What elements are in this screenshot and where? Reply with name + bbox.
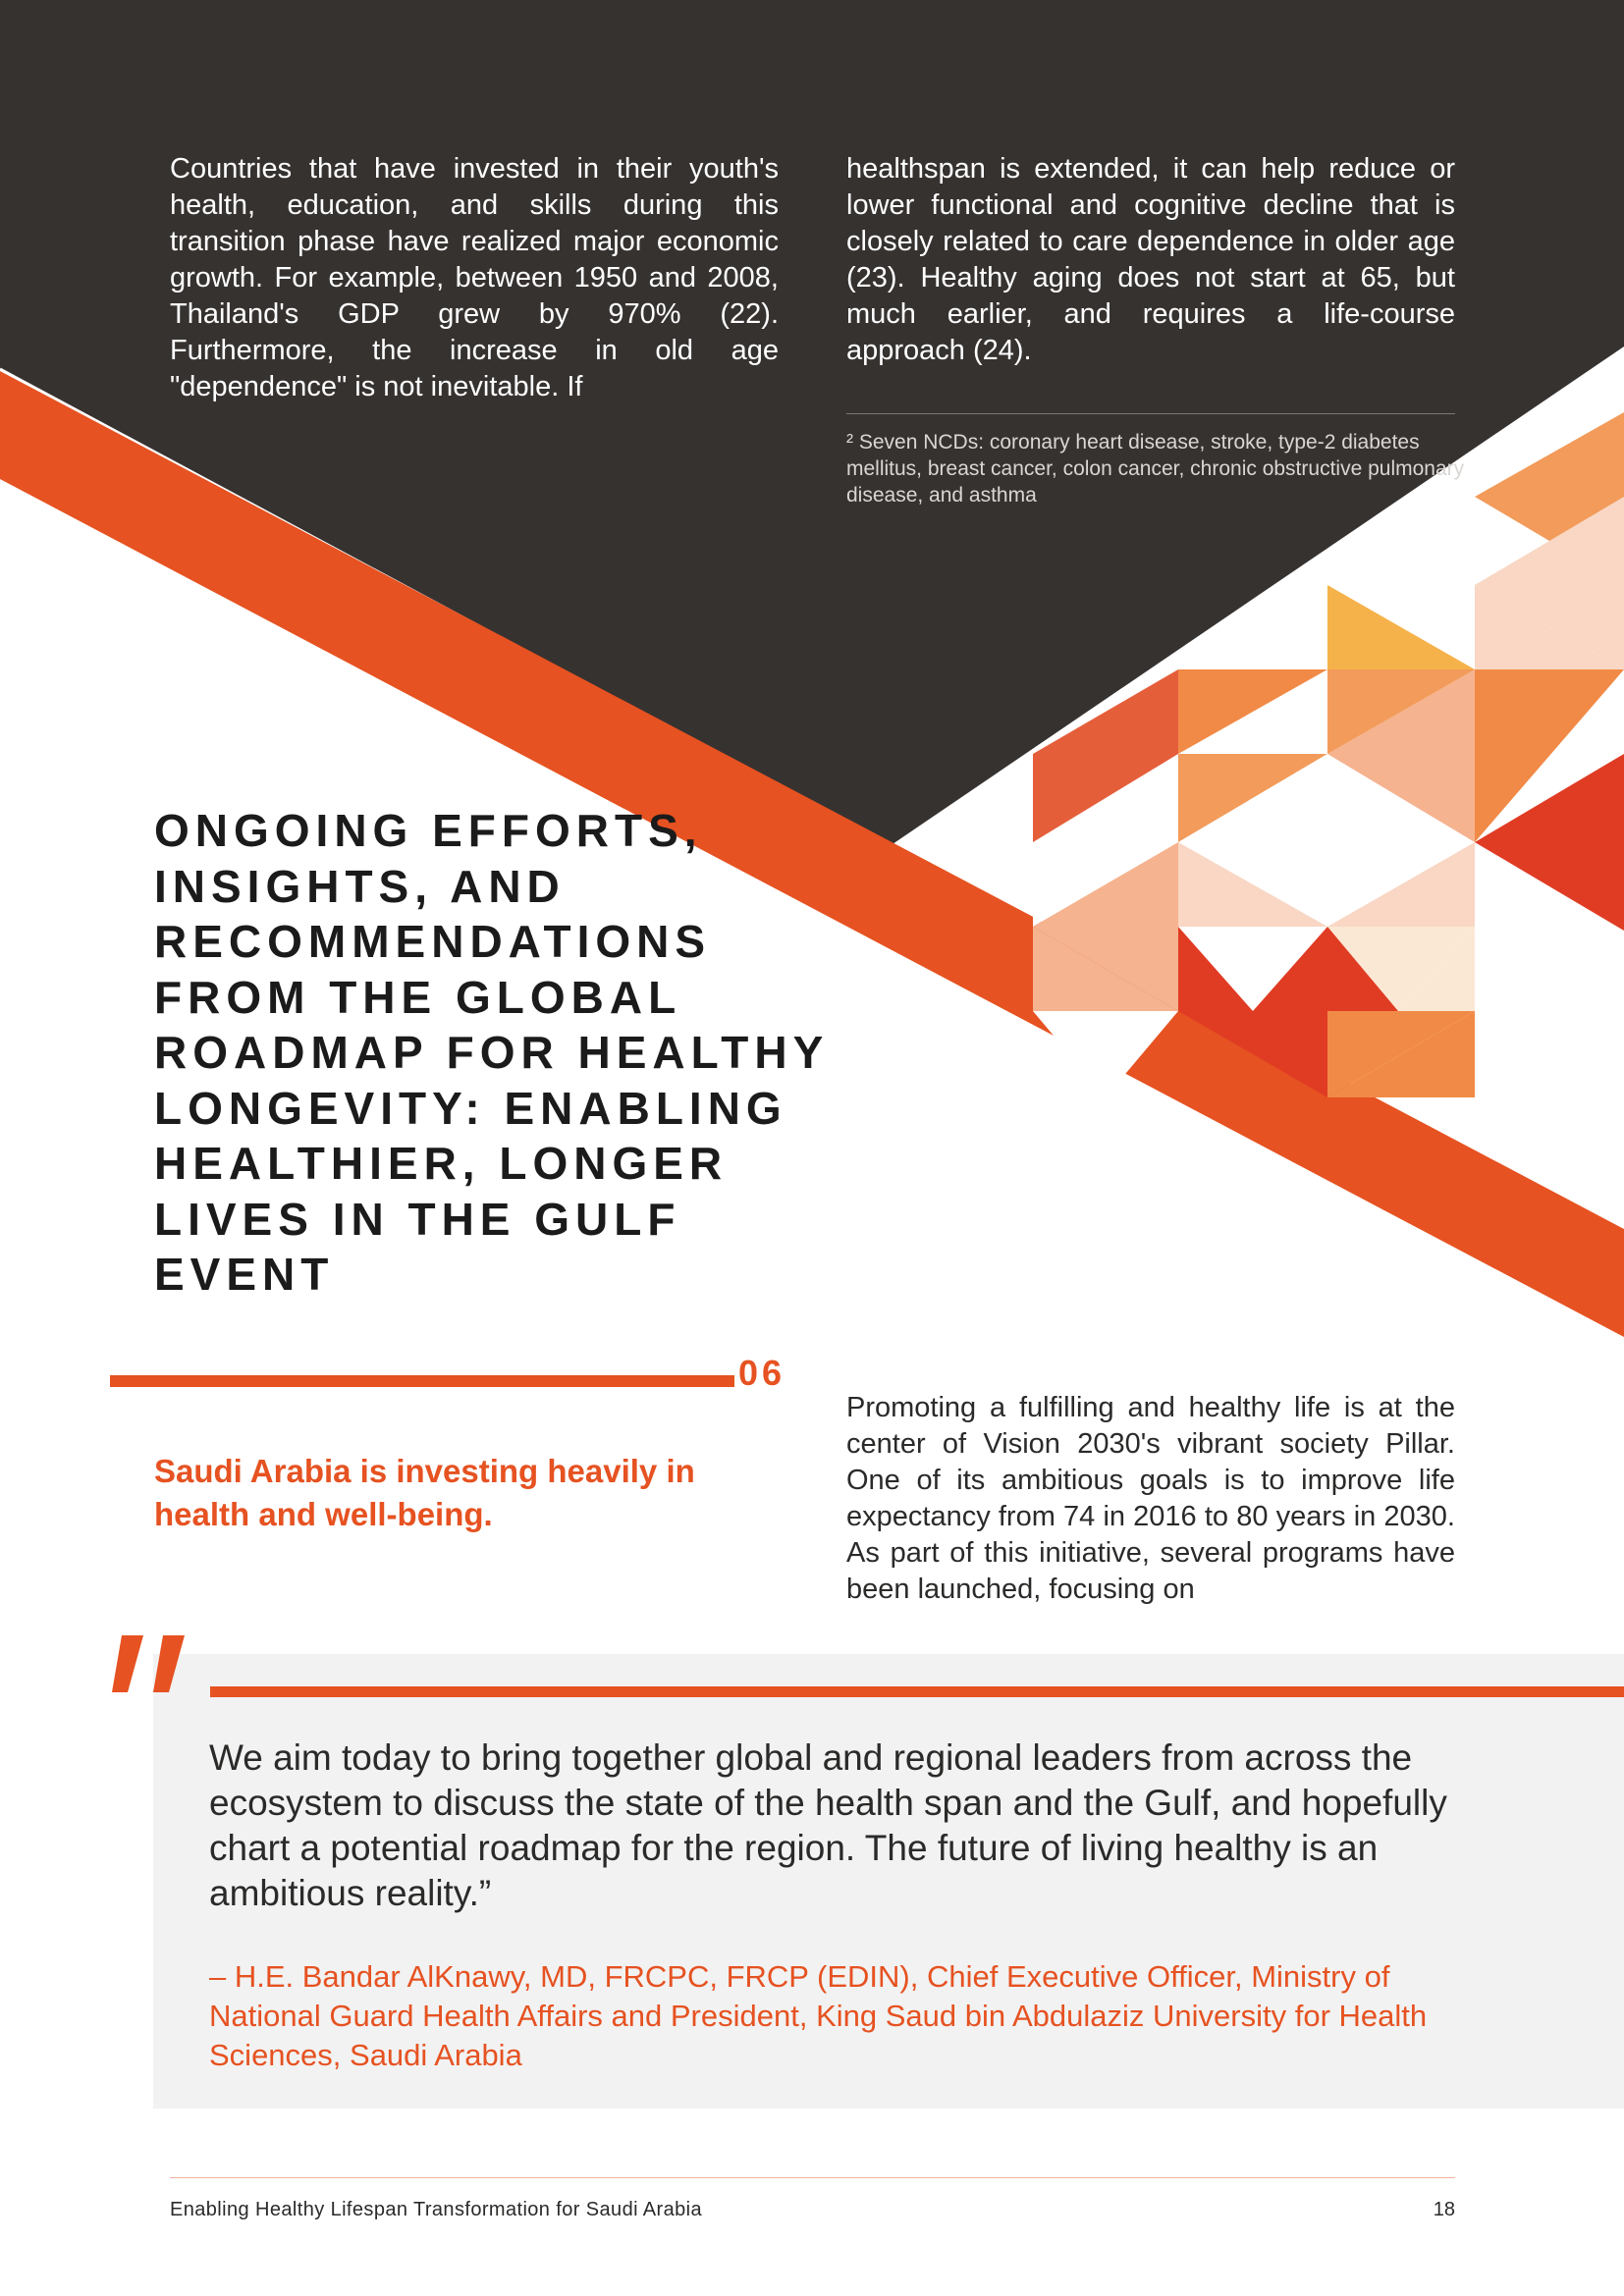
footnote-divider [846, 413, 1455, 414]
quote-attribution: – H.E. Bandar AlKnawy, MD, FRCPC, FRCP (EDIN), Chief Executive Officer, Ministry of National Guard Health Affairs and President, King Saud bin Abdulaziz University for Health Sciences, Saudi Arabia [209, 1959, 1428, 2072]
footer-title: Enabling Healthy Lifespan Transformation for Saudi Arabia [170, 2199, 702, 2220]
section-subheading: Saudi Arabia is investing heavily in health and well-being. [154, 1453, 695, 1532]
section-body: Promoting a fulfilling and healthy life is at the center of Vision 2030's vibrant society Pillar. One of its ambitious goals is to improve life expectancy from 74 in 2016 to 80 years in 2030. As part of this initiative, several programs have been launched, focusing on [846, 1392, 1455, 1605]
page-number: 18 [1433, 2199, 1455, 2220]
quote-text: We aim today to bring together global and regional leaders from across the ecosystem to discuss the state of the health span and the Gulf, and hopefully chart a potential roadmap for the region. The future of living healthy is an ambitious reality.” [209, 1737, 1447, 1913]
intro-left-column: Countries that have invested in their youth's health, education, and skills during this transition phase have realized major economic growth. For example, between 1950 and 2008, Thailand's GDP grew by 970% (22). Furthermore, the increase in old age "dependence" is not inevitable. If [170, 153, 779, 402]
heading-accent-bar [110, 1375, 734, 1387]
intro-right-column: healthspan is extended, it can help reduce or lower functional and cognitive decline that is closely related to care dependence in older age (23). Healthy aging does not start at 65, but much earlier, and requires a life-course approach (24). [846, 153, 1455, 366]
quote-marks-icon [108, 1629, 206, 1698]
section-number: 06 [738, 1353, 786, 1393]
quote-accent-bar [210, 1686, 1624, 1697]
section-heading: ONGOING EFFORTS, INSIGHTS, AND RECOMMENDATIONS FROM THE GLOBAL ROADMAP FOR HEALTHY LONGEVITY: ENABLING HEALTHIER, LONGER LIVES IN THE GULF EVENT [154, 805, 829, 1300]
footer-divider [170, 2177, 1455, 2178]
footnote: ² Seven NCDs: coronary heart disease, stroke, type-2 diabetes mellitus, breast cancer, colon cancer, chronic obstructive pulmonary disease, and asthma [846, 431, 1465, 507]
